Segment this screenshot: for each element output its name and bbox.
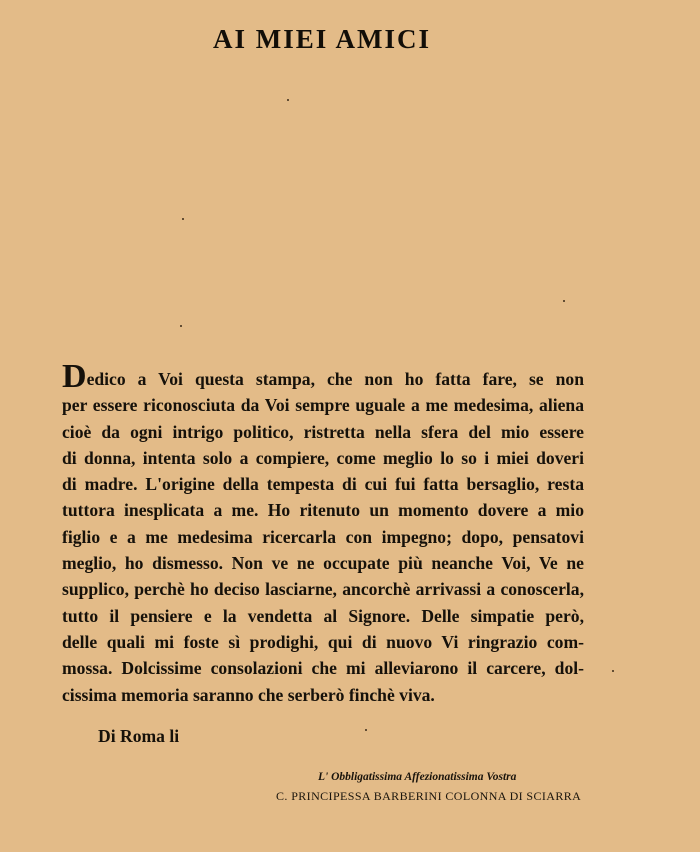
body-line-1-text: edico a Voi questa stampa, che non ho fatta fare, se non [86, 369, 584, 389]
body-line-13: cissima memoria saranno che serberò finchè viva. [62, 684, 435, 705]
print-speck [563, 300, 565, 302]
body-line-3: cioè da ogni intrigo politico, ristretta nella sfera del mio essere [62, 421, 584, 442]
print-speck [180, 325, 182, 327]
closing-salutation: L' Obbligatissima Affezionatissima Vostra [318, 771, 517, 783]
body-line-6: tuttora inesplicata a me. Ho ritenuto un momento dovere a mio [62, 500, 584, 521]
page-title: AI MIEI AMICI [212, 24, 432, 54]
body-line-8: meglio, ho dismesso. Non ve ne occupate più neanche Voi, Ve ne [62, 553, 584, 574]
body-line-10: tutto il pensiere e la vendetta al Signore. Delle simpatie però, [62, 605, 584, 626]
body-line-2: per essere riconosciuta da Voi sempre uguale a me medesima, aliena [62, 395, 584, 416]
body-line-7: figlio e a me medesima ricercarla con impegno; dopo, pensatovi [62, 526, 584, 547]
place-date-line: Di Roma li [98, 726, 180, 746]
body-line-9: supplico, perchè ho deciso lasciarne, ancorchè arrivassi a conoscerla, [62, 579, 584, 600]
body-line-5: di madre. L'origine della tempesta di cui fui fatta bersaglio, resta [62, 474, 584, 495]
print-speck [365, 729, 367, 731]
letter-body [62, 358, 584, 708]
body-line-11: delle quali mi foste sì prodighi, qui di nuovo Vi ringrazio com- [62, 631, 584, 652]
print-speck [612, 670, 614, 672]
body-line-1 [62, 358, 584, 395]
body-line-12: mossa. Dolcissime consolazioni che mi alleviarono il carcere, dol- [62, 658, 584, 679]
signature-line: C. PRINCIPESSA BARBERINI COLONNA DI SCIARRA [276, 789, 582, 803]
body-line-4: di donna, intenta solo a compiere, come meglio lo so i miei doveri [62, 447, 584, 468]
print-speck [287, 99, 289, 101]
print-speck [182, 218, 184, 220]
drop-cap: D [62, 358, 87, 395]
